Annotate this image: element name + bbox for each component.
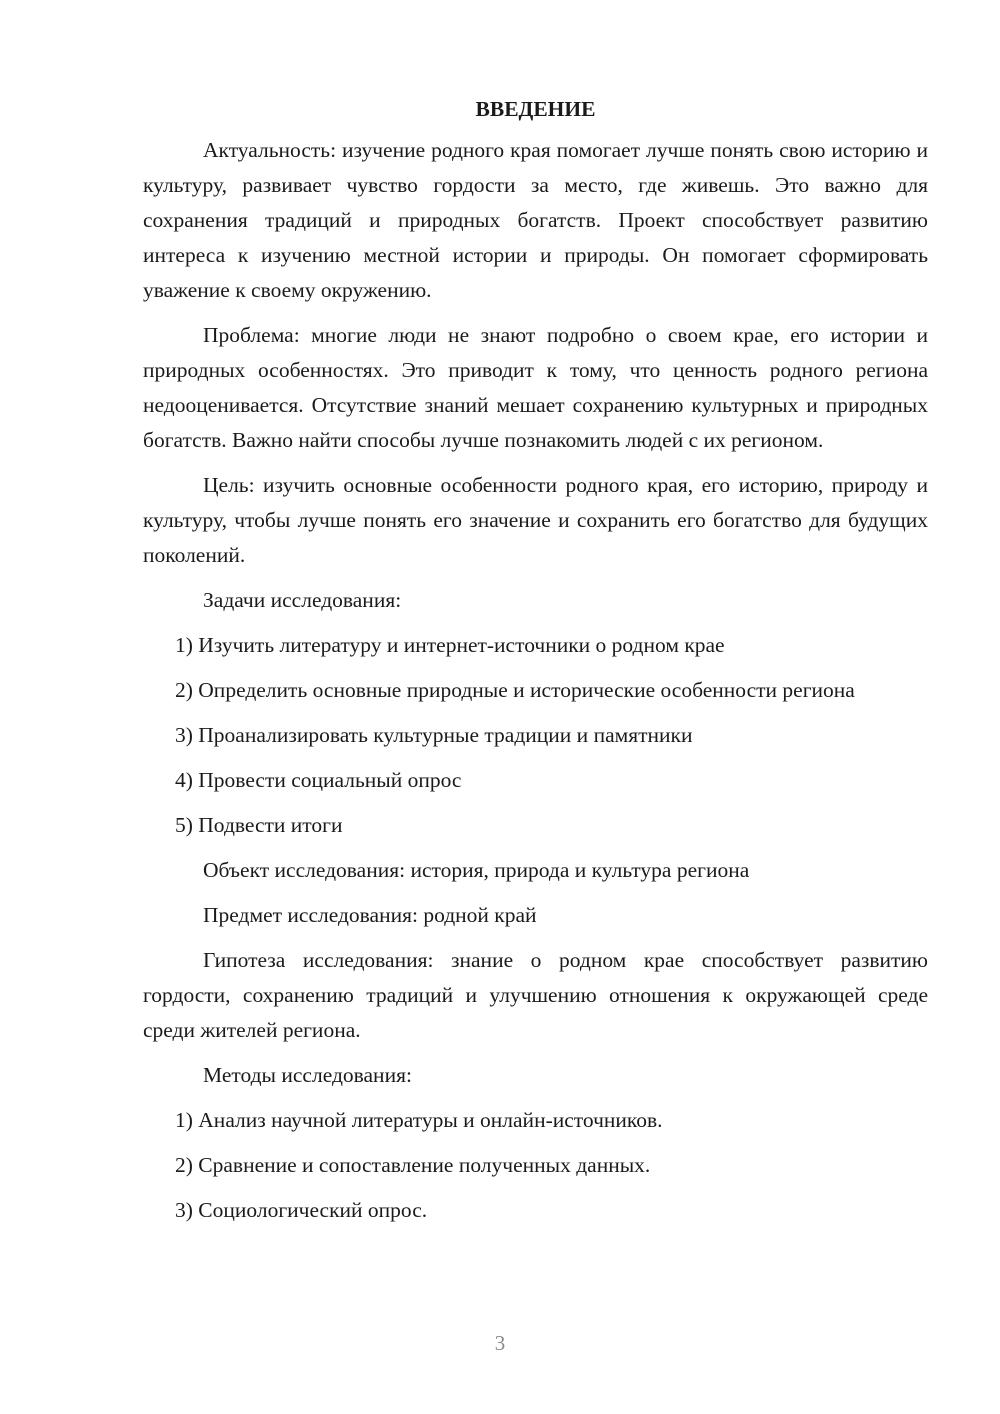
document-page [143, 92, 928, 1238]
hypothesis-paragraph: Гипотеза исследования: знание о родном крае способствует развитию гордости, сохранению традиций и улучшению отношения к окружающей среде среди жителей региона. [143, 948, 928, 1042]
method-item: 3) Социологический опрос. [175, 1198, 428, 1222]
page-number: 3 [494, 1331, 506, 1355]
tasks-heading: Задачи исследования: [203, 588, 402, 612]
goal-paragraph: Цель: изучить основные особенности родного края, его историю, природу и культуру, чтобы лучше понять его значение и сохранить его богатство для будущих поколений. [143, 473, 928, 567]
task-item: 1) Изучить литературу и интернет-источники о родном крае [175, 633, 725, 657]
document-title: ВВЕДЕНИЕ [475, 97, 596, 121]
methods-heading: Методы исследования: [203, 1063, 412, 1087]
problem-paragraph: Проблема: многие люди не знают подробно о своем крае, его истории и природных особенностях. Это приводит к тому, что ценность родного региона недооценивается. Отсутствие знаний мешает сохранению культурных и природных богатств. Важно найти способы лучше познакомить людей с их регионом. [143, 323, 928, 452]
method-item: 1) Анализ научной литературы и онлайн-источников. [175, 1108, 663, 1132]
research-object: Объект исследования: история, природа и культура региона [203, 858, 750, 882]
task-item: 3) Проанализировать культурные традиции и памятники [175, 723, 693, 747]
relevance-paragraph: Актуальность: изучение родного края помогает лучше понять свою историю и культуру, развивает чувство гордости за место, где живешь. Это важно для сохранения традиций и природных богатств. Проект способствует развитию интереса к изучению местной истории и природы. Он помогает сформировать уважение к своему окружению. [143, 138, 928, 302]
task-item: 2) Определить основные природные и исторические особенности региона [175, 678, 855, 702]
research-subject: Предмет исследования: родной край [203, 903, 537, 927]
method-item: 2) Сравнение и сопоставление полученных данных. [175, 1153, 651, 1177]
task-item: 5) Подвести итоги [175, 813, 343, 837]
task-item: 4) Провести социальный опрос [175, 768, 462, 792]
